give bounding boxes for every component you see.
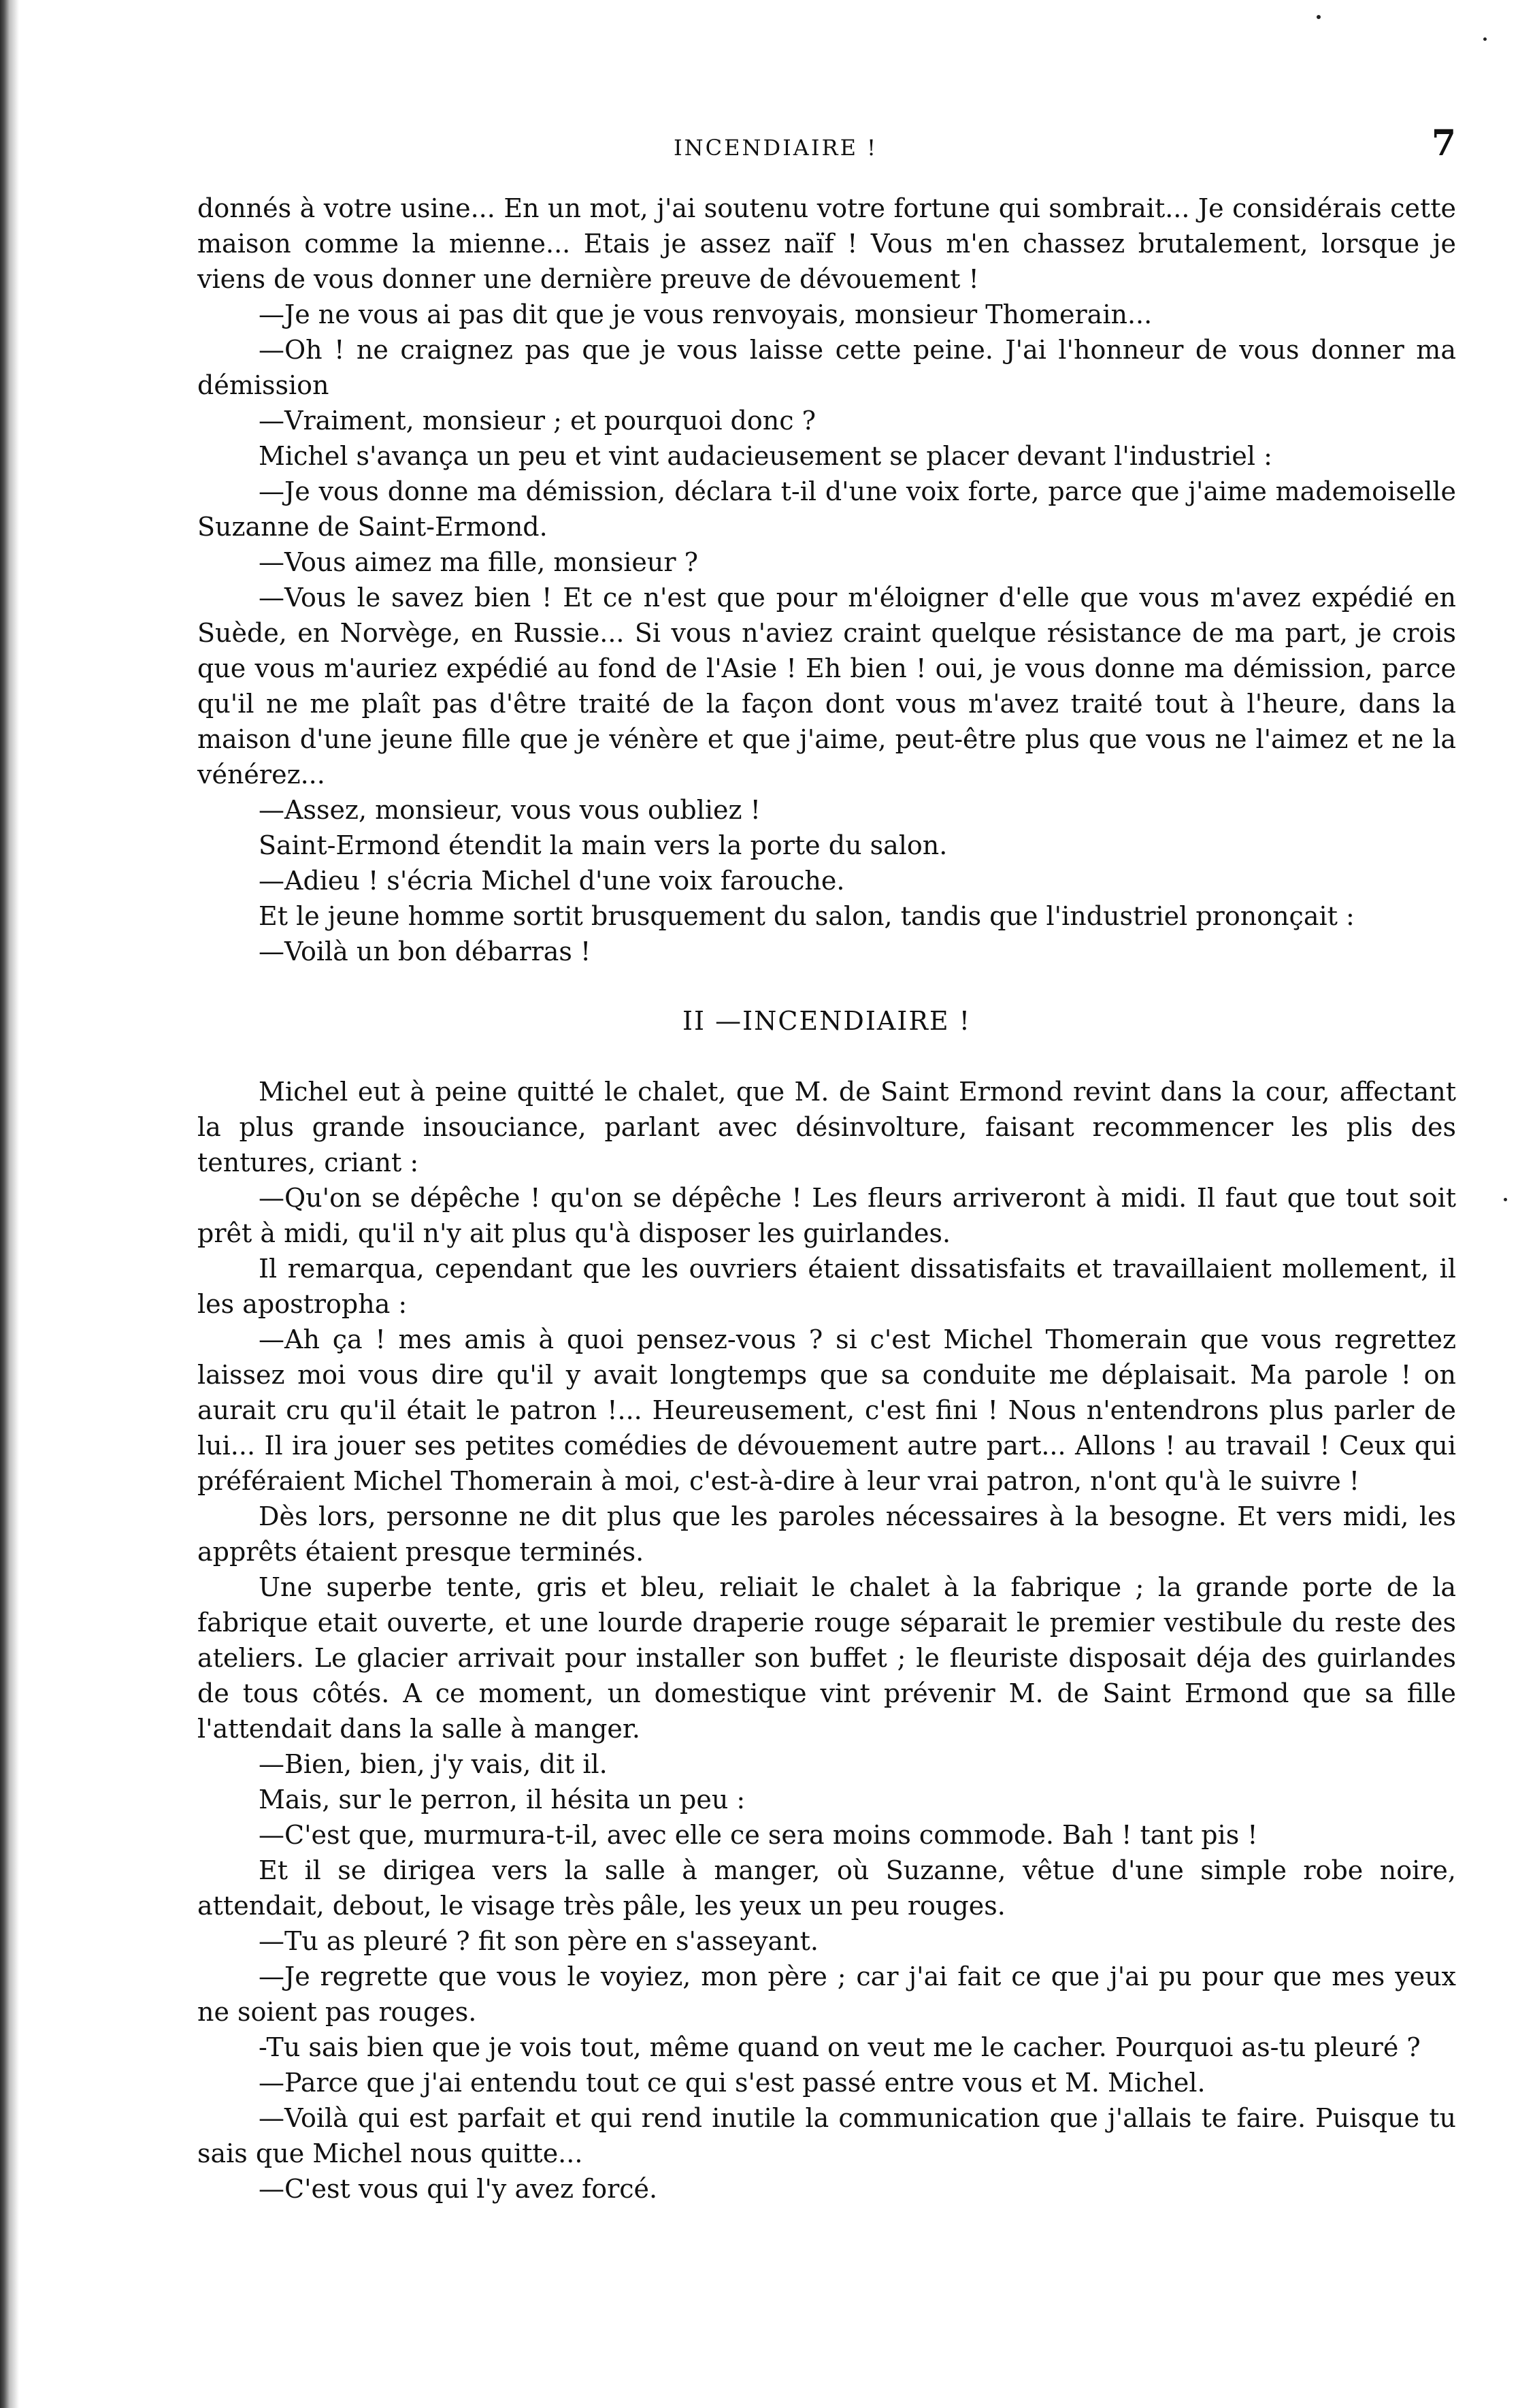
paragraph: —C'est vous qui l'y avez forcé.: [259, 2174, 658, 2204]
paragraph: —Qu'on se dépêche ! qu'on se dépêche ! Les fleurs arriveront à midi. Il faut que tout soit prêt à midi, qu'il n'y ait plus qu'à disposer les guirlandes.: [197, 1183, 1456, 1248]
paragraph: —Bien, bien, j'y vais, dit il.: [259, 1749, 608, 1779]
paragraph: —Voilà un bon débarras !: [259, 937, 591, 966]
paragraph: —Vous le savez bien ! Et ce n'est que pour m'éloigner d'elle que vous m'avez expédié en Suède, en Norvège, en Russie... Si vous n'aviez craint quelque résistance de ma part, je crois que vous m'auriez expédié au fond de l'Asie ! Eh bien ! oui, je vous donne ma démission, parce qu'il ne me plaît pas d'être traité de la façon dont vous m'avez traité tout à l'heure, dans la maison d'une jeune fille que je vénère et que j'aime, peut-être plus que vous ne l'aimez et ne la vénérez...: [197, 583, 1456, 790]
paragraph: —Vraiment, monsieur ; et pourquoi donc ?: [259, 406, 816, 436]
paragraph: —Adieu ! s'écria Michel d'une voix farouche.: [259, 866, 845, 896]
paragraph: —Je regrette que vous le voyiez, mon père ; car j'ai fait ce que j'ai pu pour que mes yeux ne soient pas rouges.: [197, 1962, 1456, 2027]
paragraph: —C'est que, murmura-t-il, avec elle ce sera moins commode. Bah ! tant pis !: [259, 1820, 1258, 1850]
page-body: [197, 191, 1456, 2207]
chapter-heading: II —INCENDIAIRE !: [682, 1006, 972, 1036]
text-section-one: [197, 191, 1456, 969]
paragraph: Michel eut à peine quitté le chalet, que M. de Saint Ermond revint dans la cour, affectant la plus grande insouciance, parlant avec désinvolture, faisant recommencer les plis des tentures, criant :: [197, 1077, 1456, 1177]
paragraph: —Assez, monsieur, vous vous oubliez !: [259, 795, 761, 825]
print-speck: [1504, 1198, 1507, 1201]
paragraph: —Je vous donne ma démission, déclara t-il d'une voix forte, parce que j'aime mademoiselle Suzanne de Saint-Ermond.: [197, 476, 1456, 542]
paragraph: Il remarqua, cependant que les ouvriers étaient dissatisfaits et travaillaient mollement, il les apostropha :: [197, 1254, 1456, 1319]
paragraph: Mais, sur le perron, il hésita un peu :: [259, 1785, 746, 1815]
page-number: 7: [1431, 123, 1456, 164]
text-section-two: [197, 1074, 1456, 2207]
paragraph: Saint-Ermond étendit la main vers la porte du salon.: [259, 830, 948, 860]
paragraph: Michel s'avança un peu et vint audacieusement se placer devant l'industriel :: [259, 441, 1272, 471]
print-speck: [1317, 15, 1321, 19]
paragraph: —Ah ça ! mes amis à quoi pensez-vous ? si c'est Michel Thomerain que vous regrettez laissez moi vous dire qu'il y avait longtemps que sa conduite me déplaisait. Ma parole ! on aurait cru qu'il était le patron !... Heureusement, c'est fini ! Nous n'entendrons plus parler de lui... Il ira jouer ses petites comédies de dévouement autre part... Allons ! au travail ! Ceux qui préféraient Michel Thomerain à moi, c'est-à-dire à leur vrai patron, n'ont qu'à le suivre !: [197, 1324, 1456, 1496]
paragraph: donnés à votre usine... En un mot, j'ai soutenu votre fortune qui sombrait... Je considérais cette maison comme la mienne... Etais je assez naïf ! Vous m'en chassez brutalement, lorsque je viens de vous donner une dernière preuve de dévouement !: [197, 193, 1456, 294]
paragraph: Et le jeune homme sortit brusquement du salon, tandis que l'industriel prononçait :: [259, 901, 1355, 931]
print-speck: [1483, 37, 1487, 41]
paragraph: —Tu as pleuré ? fit son père en s'asseyant.: [259, 1926, 819, 1956]
paragraph: Une superbe tente, gris et bleu, reliait le chalet à la fabrique ; la grande porte de la fabrique etait ouverte, et une lourde draperie rouge séparait le premier vestibule du reste des ateliers. Le glacier arrivait pour installer son buffet ; le fleuriste disposait déja des guirlandes de tous côtés. A ce moment, un domestique vint prévenir M. de Saint Ermond que sa fille l'attendait dans la salle à manger.: [197, 1572, 1456, 1744]
paragraph: Et il se dirigea vers la salle à manger, où Suzanne, vêtue d'une simple robe noire, attendait, debout, le visage très pâle, les yeux un peu rouges.: [197, 1855, 1456, 1921]
paragraph: —Je ne vous ai pas dit que je vous renvoyais, monsieur Thomerain...: [259, 299, 1153, 329]
paragraph: -Tu sais bien que je vois tout, même quand on veut me le cacher. Pourquoi as-tu pleuré ?: [259, 2032, 1421, 2062]
paragraph: Dès lors, personne ne dit plus que les paroles nécessaires à la besogne. Et vers midi, les apprêts étaient presque terminés.: [197, 1501, 1456, 1567]
page-header: [197, 123, 1456, 184]
paragraph: —Vous aimez ma fille, monsieur ?: [259, 547, 698, 577]
paragraph: —Voilà qui est parfait et qui rend inutile la communication que j'allais te faire. Puisque tu sais que Michel nous quitte...: [197, 2103, 1456, 2168]
page-binding-edge: [0, 0, 19, 2408]
paragraph: —Parce que j'ai entendu tout ce qui s'est passé entre vous et M. Michel.: [259, 2068, 1206, 2098]
paragraph: —Oh ! ne craignez pas que je vous laisse cette peine. J'ai l'honneur de vous donner ma démission: [197, 335, 1456, 400]
running-head: INCENDIAIRE !: [674, 135, 878, 161]
